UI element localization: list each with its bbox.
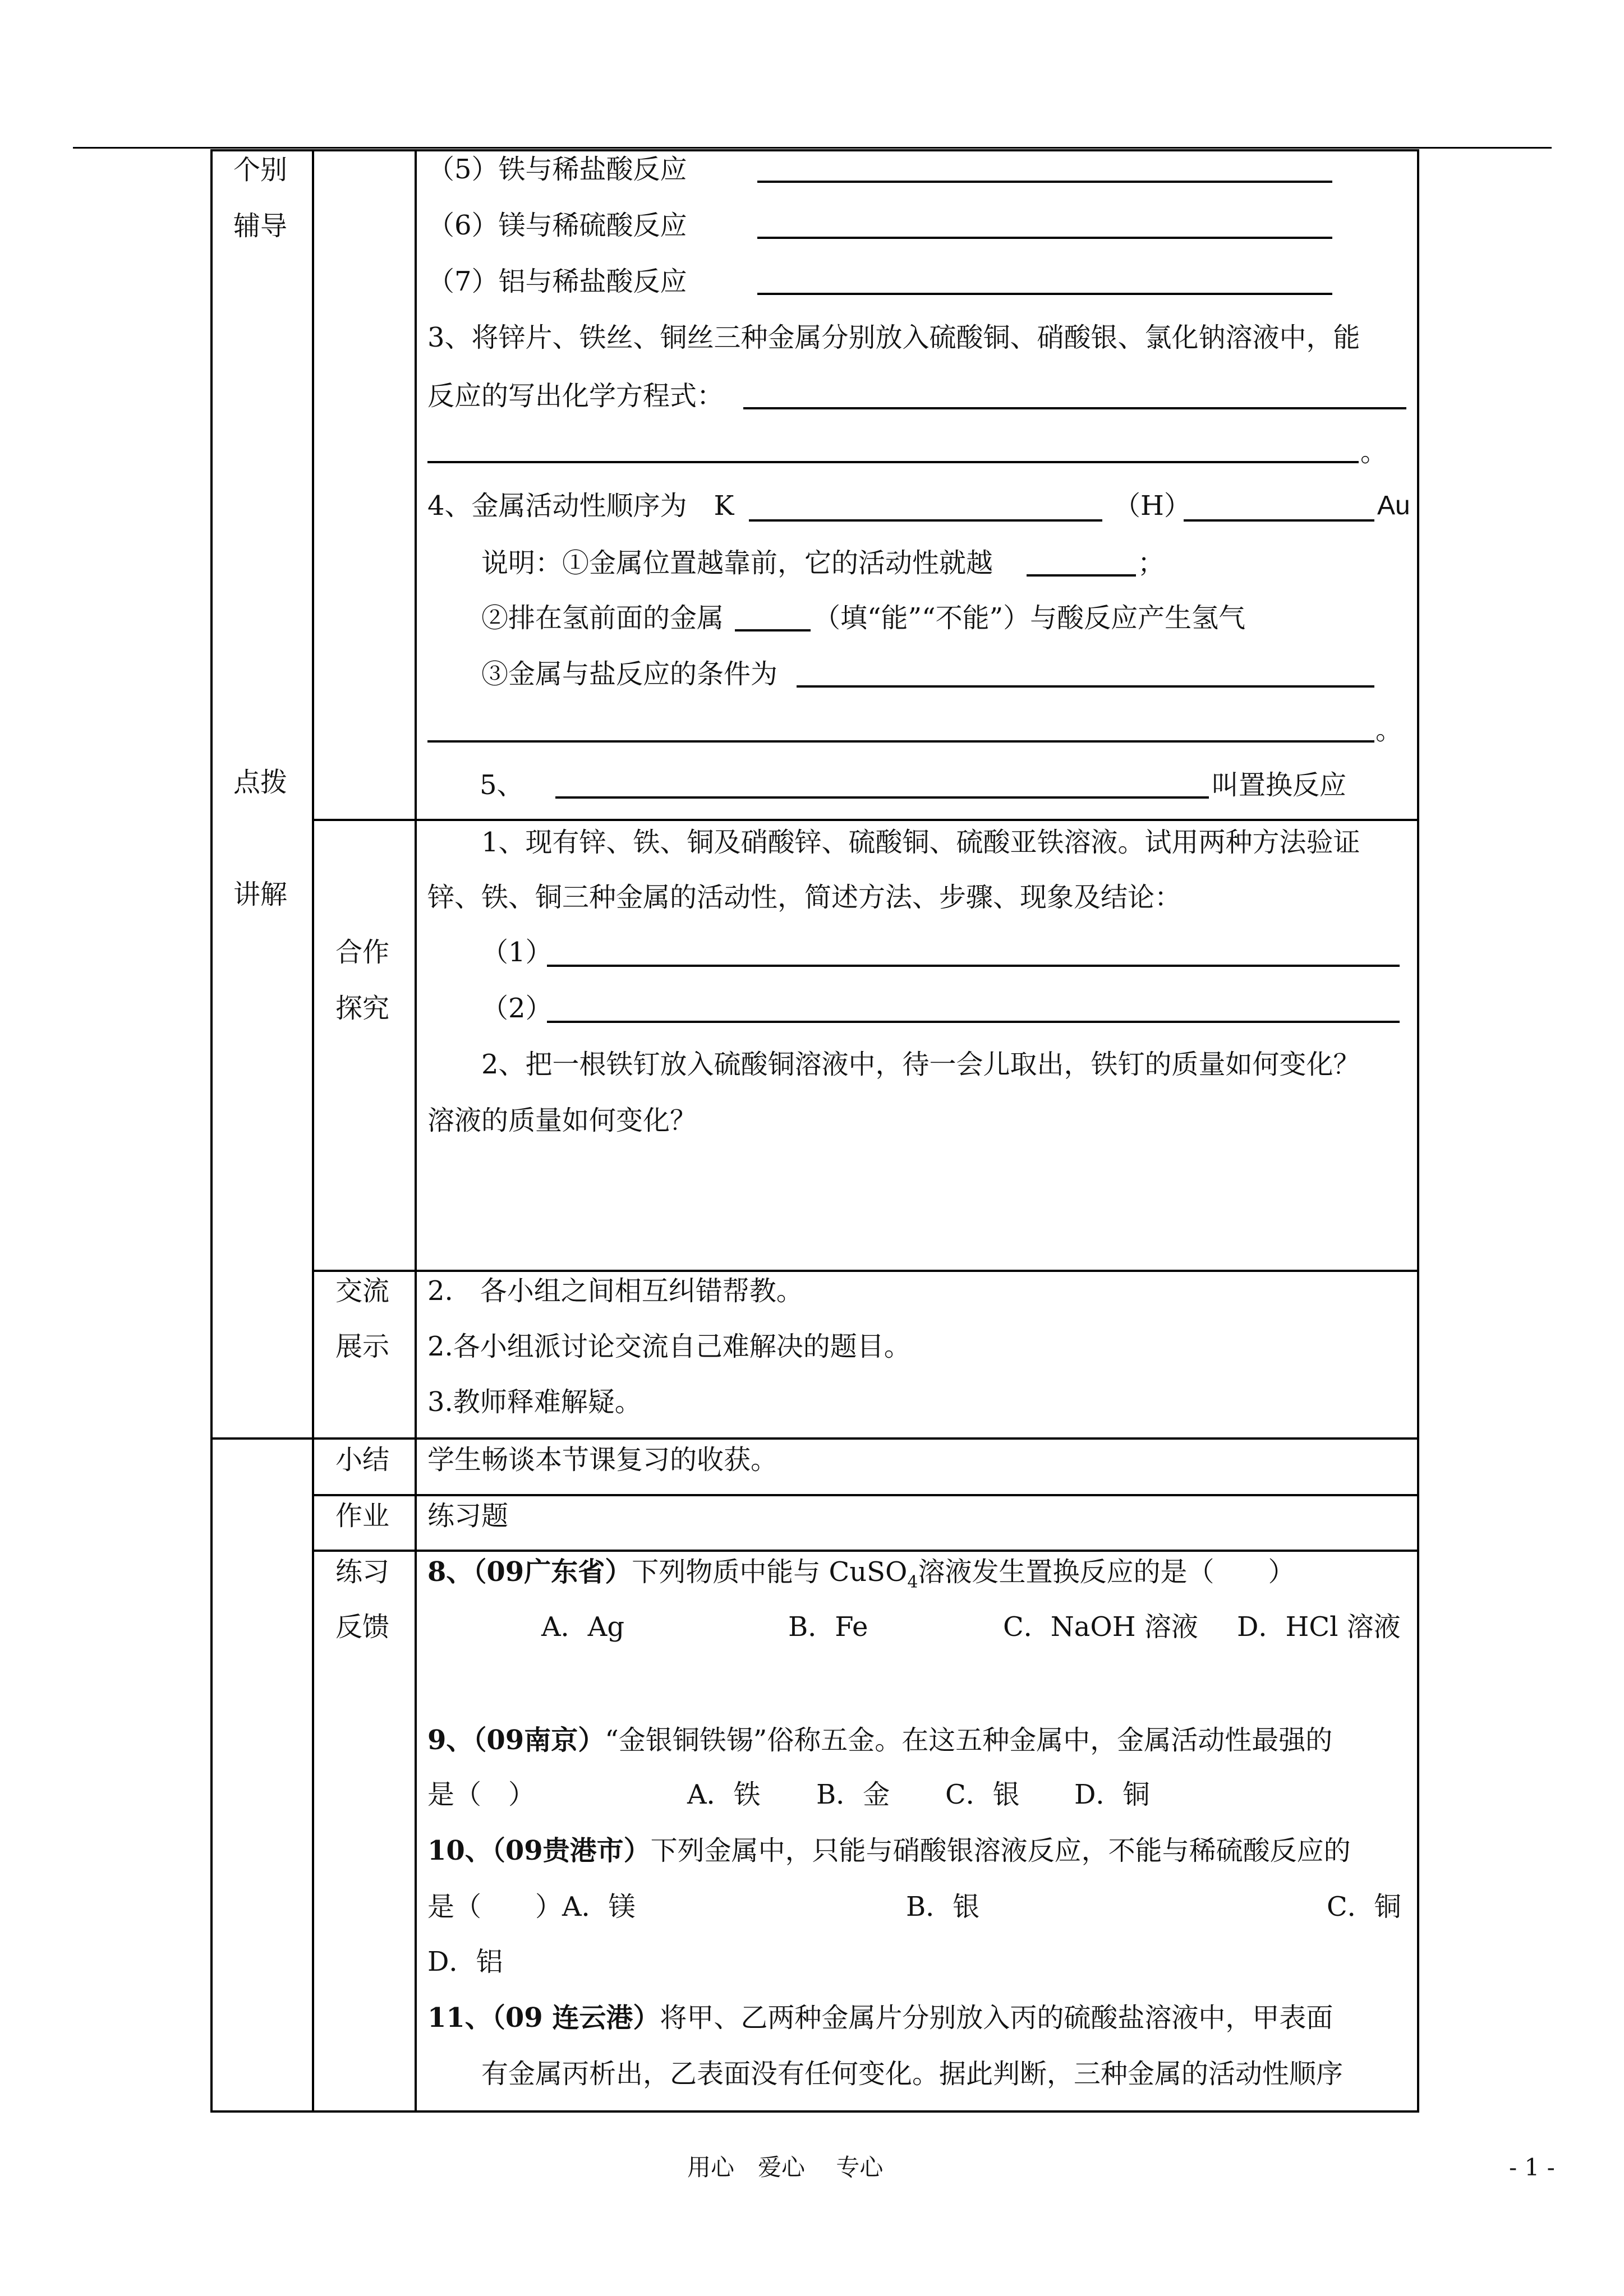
label-jiangjie: 讲解 — [233, 879, 288, 910]
hezuo-method2-blank — [547, 1021, 1400, 1023]
q10-option-b: B．银 — [906, 1891, 980, 1922]
item3-period: 。 — [1360, 436, 1388, 468]
item4-blank1 — [749, 519, 1102, 522]
table-col2-border — [312, 149, 314, 2112]
note3-text: ③金属与盐反应的条件为 — [481, 658, 778, 690]
item5-suffix: 叫置换反应 — [1212, 769, 1347, 801]
item4-prefix: 4、金属活动性顺序为 K — [427, 490, 734, 522]
row-border-jiaoliu — [312, 1270, 1419, 1272]
q8-option-a: A．Ag — [541, 1611, 625, 1643]
q8-option-c: C．NaOH 溶液 — [1003, 1611, 1198, 1643]
hezuo-q2-line1: 2、把一根铁钉放入硫酸铜溶液中，待一会儿取出，铁钉的质量如何变化？ — [481, 1049, 1360, 1080]
label-geti: 个别 — [233, 154, 288, 186]
table-top-border — [210, 149, 1419, 151]
q10-number: 10、 — [427, 1835, 492, 1866]
q8-option-d: D．HCl 溶液 — [1237, 1611, 1401, 1643]
section-hezuo-line2: 探究 — [335, 993, 390, 1024]
label-fudao: 辅导 — [233, 210, 288, 242]
hezuo-q2-line2: 溶液的质量如何变化？ — [427, 1105, 697, 1136]
q11-text: 将甲、乙两种金属片分别放入丙的硫酸盐溶液中，甲表面 — [660, 2002, 1333, 2034]
zuoye-text: 练习题 — [427, 1500, 509, 1532]
row-border-lianxi — [312, 1550, 1419, 1552]
q10-source: （09贵港市） — [491, 1835, 651, 1866]
item3-blank1 — [743, 407, 1406, 409]
q8-text-pre: 下列物质中能与 CuSO — [632, 1556, 908, 1588]
section-zuoye: 作业 — [335, 1500, 390, 1532]
hezuo-method1-blank — [547, 965, 1400, 967]
footer-center: 用心 爱心 专心 — [687, 2154, 884, 2181]
jiaoliu-line1: 2. 各小组之间相互纠错帮教。 — [427, 1275, 803, 1307]
q9-line — [427, 1723, 1332, 1757]
q6-blank — [757, 237, 1332, 239]
xiaojie-text: 学生畅谈本节课复习的收获。 — [427, 1444, 778, 1476]
q9-number: 9、 — [427, 1725, 473, 1756]
note3-blank2 — [427, 740, 1374, 743]
q8-subscript: 4 — [907, 1573, 918, 1592]
q5-text: （5）铁与稀盐酸反应 — [427, 154, 687, 185]
q10-text: 下列金属中，只能与硝酸银溶液反应，不能与稀硫酸反应的 — [650, 1835, 1351, 1866]
q5-blank — [757, 181, 1332, 183]
section-hezuo-line1: 合作 — [335, 937, 390, 968]
jiaoliu-line2: 2.各小组派讨论交流自己难解决的题目。 — [427, 1331, 911, 1362]
q9-line2: 是（ ） — [427, 1779, 536, 1810]
note3-period: 。 — [1375, 714, 1403, 746]
q8-number: 8、 — [427, 1556, 473, 1588]
q10-line — [427, 1834, 1351, 1868]
q9-text: “金银铜铁锡”俗称五金。在这五种金属中，金属活动性最强的 — [605, 1725, 1333, 1756]
table-left-border — [210, 149, 213, 2112]
note3-blank1 — [797, 685, 1374, 688]
row-border-zuoye — [312, 1494, 1419, 1496]
note1-blank — [1027, 574, 1136, 577]
section-jiaoliu-line1: 交流 — [335, 1275, 390, 1307]
table-right-border — [1417, 149, 1419, 2112]
hezuo-q1-line2: 锌、铁、铜三种金属的活动性，简述方法、步骤、现象及结论： — [427, 882, 1182, 913]
item4-blank2 — [1184, 519, 1374, 522]
item4-au: Au — [1377, 491, 1410, 520]
page-number: - 1 - — [1509, 2154, 1555, 2181]
hezuo-q1-line1: 1、现有锌、铁、铜及硝酸锌、硫酸铜、硫酸亚铁溶液。试用两种方法验证 — [481, 827, 1360, 858]
q10-option-c: C．铜 — [1327, 1891, 1401, 1922]
section-xiaojie: 小结 — [335, 1444, 390, 1476]
header-rule — [73, 147, 1552, 149]
item3-line2: 反应的写出化学方程式： — [427, 380, 724, 412]
q9-source: （09南京） — [473, 1725, 605, 1756]
jiaoliu-line3: 3.教师释难解疑。 — [427, 1386, 642, 1418]
label-dianbo: 点拨 — [233, 767, 288, 798]
q9-option-d: D．铜 — [1074, 1779, 1150, 1810]
q11-line — [427, 2001, 1333, 2035]
q9-option-c: C．银 — [945, 1779, 1020, 1810]
q6-text: （6）镁与稀硫酸反应 — [427, 210, 687, 241]
q8-text-post: 溶液发生置换反应的是（ ） — [918, 1556, 1295, 1588]
table-col3-border — [415, 149, 417, 2112]
hezuo-method2: （2） — [481, 993, 553, 1024]
q10-option-d: D．铝 — [427, 1946, 503, 1977]
table-bottom-border — [210, 2110, 1419, 2113]
item5-blank — [555, 796, 1209, 799]
section-jiaoliu-line2: 展示 — [335, 1331, 390, 1362]
item3-blank2 — [427, 461, 1359, 463]
note1-prefix: 说明：①金属位置越靠前，它的活动性就越 — [481, 547, 993, 579]
note2-prefix: ②排在氢前面的金属 — [481, 602, 724, 634]
q9-option-a: A．铁 — [687, 1779, 761, 1810]
item3-line1: 3、将锌片、铁丝、铜丝三种金属分别放入硫酸铜、硝酸银、氯化钠溶液中，能 — [427, 322, 1360, 353]
q7-text: （7）铝与稀盐酸反应 — [427, 266, 687, 297]
section-lianxi-line2: 反馈 — [335, 1611, 390, 1643]
q9-option-b: B．金 — [816, 1779, 890, 1810]
note1-suffix: ； — [1138, 547, 1165, 579]
q8-source: （09广东省） — [473, 1556, 632, 1588]
row-border-xiaojie — [210, 1437, 1419, 1440]
q11-number: 11、 — [427, 2002, 492, 2034]
section-lianxi-line1: 练习 — [335, 1556, 390, 1588]
q10-line2-option-a: 是（ ）A．镁 — [427, 1891, 636, 1922]
q8-line — [427, 1555, 1295, 1593]
q7-blank — [757, 293, 1332, 295]
q11-line2: 有金属丙析出，乙表面没有任何变化。据此判断，三种金属的活动性顺序 — [481, 2058, 1344, 2090]
q11-source: （09 连云港） — [491, 2002, 660, 2034]
item4-h: （H） — [1114, 490, 1191, 522]
q8-option-b: B．Fe — [788, 1611, 868, 1643]
note2-blank — [735, 629, 811, 631]
note2-suffix: （填“能”“不能”）与酸反应产生氢气 — [813, 602, 1246, 634]
item5-prefix: 5、 — [480, 769, 524, 801]
row-border-hezuo — [312, 819, 1419, 821]
hezuo-method1: （1） — [481, 937, 553, 968]
